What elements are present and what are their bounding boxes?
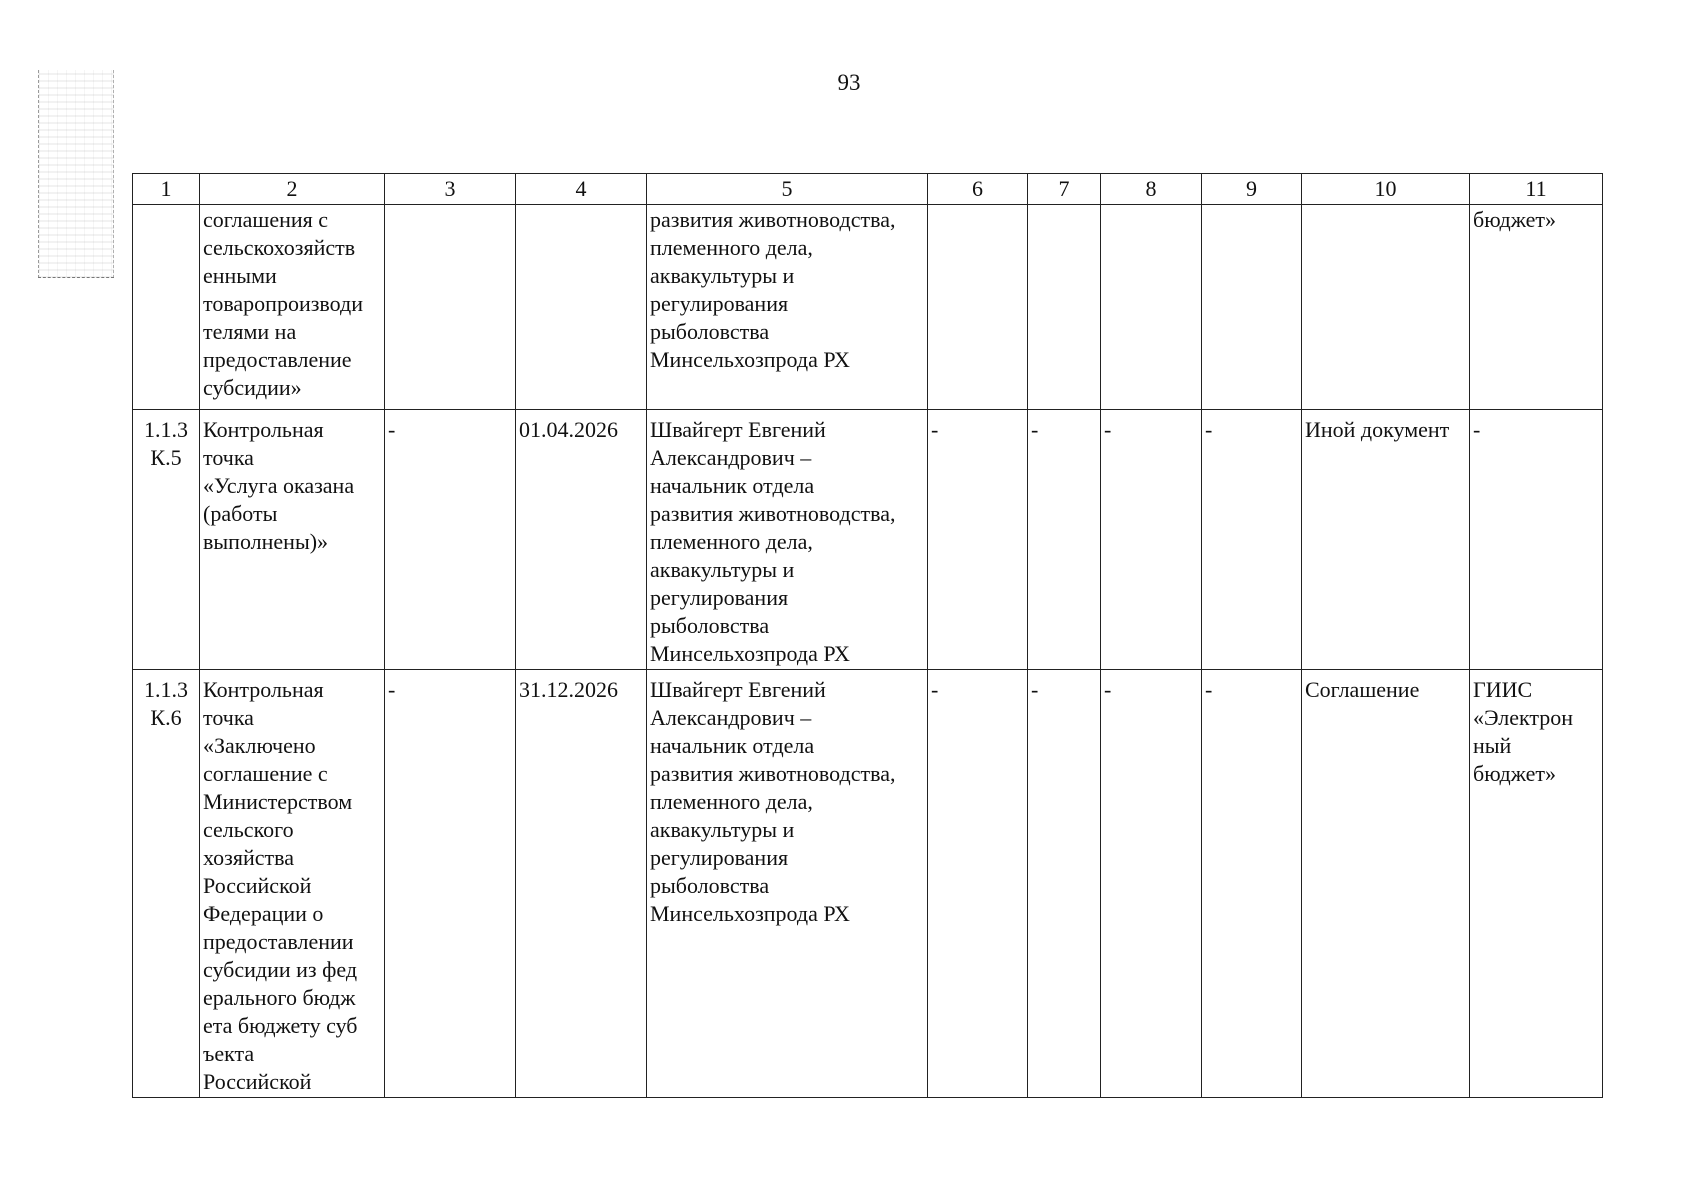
information-system: бюджет» xyxy=(1470,205,1603,410)
responsible-person: Швайгерт Евгений Александрович – начальник отдела развития животноводства, племенного дела, аквакультуры и регулирования рыболовства Минсельхозпрода РХ xyxy=(647,670,928,1098)
deadline-date: 31.12.2026 xyxy=(516,670,647,1098)
column-header-1: 1 xyxy=(133,174,200,205)
document-type xyxy=(1302,205,1470,410)
cell-col-7: - xyxy=(1028,670,1101,1098)
row-number xyxy=(133,205,200,410)
column-header-6: 6 xyxy=(928,174,1028,205)
cell-col-8: - xyxy=(1101,410,1202,670)
responsible-person: Швайгерт Евгений Александрович – начальник отдела развития животноводства, племенного дела, аквакультуры и регулирования рыболовства Минсельхозпрода РХ xyxy=(647,410,928,670)
cell-col-9: - xyxy=(1202,410,1302,670)
document-type: Соглашение xyxy=(1302,670,1470,1098)
table-row xyxy=(133,205,1603,410)
cell-col-8 xyxy=(1101,205,1202,410)
cell-col-3: - xyxy=(385,670,516,1098)
control-points-table xyxy=(132,173,1603,1098)
cell-col-7 xyxy=(1028,205,1101,410)
control-point-name: соглашения с сельскохозяйств енными товаропроизводи телями на предоставление субсидии» xyxy=(200,205,385,410)
column-header-7: 7 xyxy=(1028,174,1101,205)
responsible-person: развития животноводства, племенного дела, аквакультуры и регулирования рыболовства Минсельхозпрода РХ xyxy=(647,205,928,410)
column-header-4: 4 xyxy=(516,174,647,205)
column-header-9: 9 xyxy=(1202,174,1302,205)
cell-col-7: - xyxy=(1028,410,1101,670)
cell-col-9 xyxy=(1202,205,1302,410)
cell-col-6 xyxy=(928,205,1028,410)
table-row xyxy=(133,670,1603,1098)
information-system: ГИИС «Электрон ный бюджет» xyxy=(1470,670,1603,1098)
cell-col-3 xyxy=(385,205,516,410)
column-header-10: 10 xyxy=(1302,174,1470,205)
cell-col-6: - xyxy=(928,410,1028,670)
table-row xyxy=(133,410,1603,670)
column-header-5: 5 xyxy=(647,174,928,205)
row-number: 1.1.3 К.5 xyxy=(133,410,200,670)
cell-col-9: - xyxy=(1202,670,1302,1098)
information-system: - xyxy=(1470,410,1603,670)
column-header-11: 11 xyxy=(1470,174,1603,205)
column-header-3: 3 xyxy=(385,174,516,205)
cell-col-3: - xyxy=(385,410,516,670)
row-number: 1.1.3 К.6 xyxy=(133,670,200,1098)
margin-stamp xyxy=(38,70,114,278)
control-point-name: Контрольная точка «Услуга оказана (работы выполнены)» xyxy=(200,410,385,670)
document-type: Иной документ xyxy=(1302,410,1470,670)
header-row xyxy=(133,174,1603,205)
cell-col-8: - xyxy=(1101,670,1202,1098)
deadline-date: 01.04.2026 xyxy=(516,410,647,670)
column-header-2: 2 xyxy=(200,174,385,205)
column-header-8: 8 xyxy=(1101,174,1202,205)
control-point-name: Контрольная точка «Заключено соглашение с Министерством сельского хозяйства Российской Федерации о предоставлении субсидии из фед ерального бюдж ета бюджету суб ъекта Российской xyxy=(200,670,385,1098)
deadline-date xyxy=(516,205,647,410)
page-number: 93 xyxy=(837,70,861,95)
cell-col-6: - xyxy=(928,670,1028,1098)
